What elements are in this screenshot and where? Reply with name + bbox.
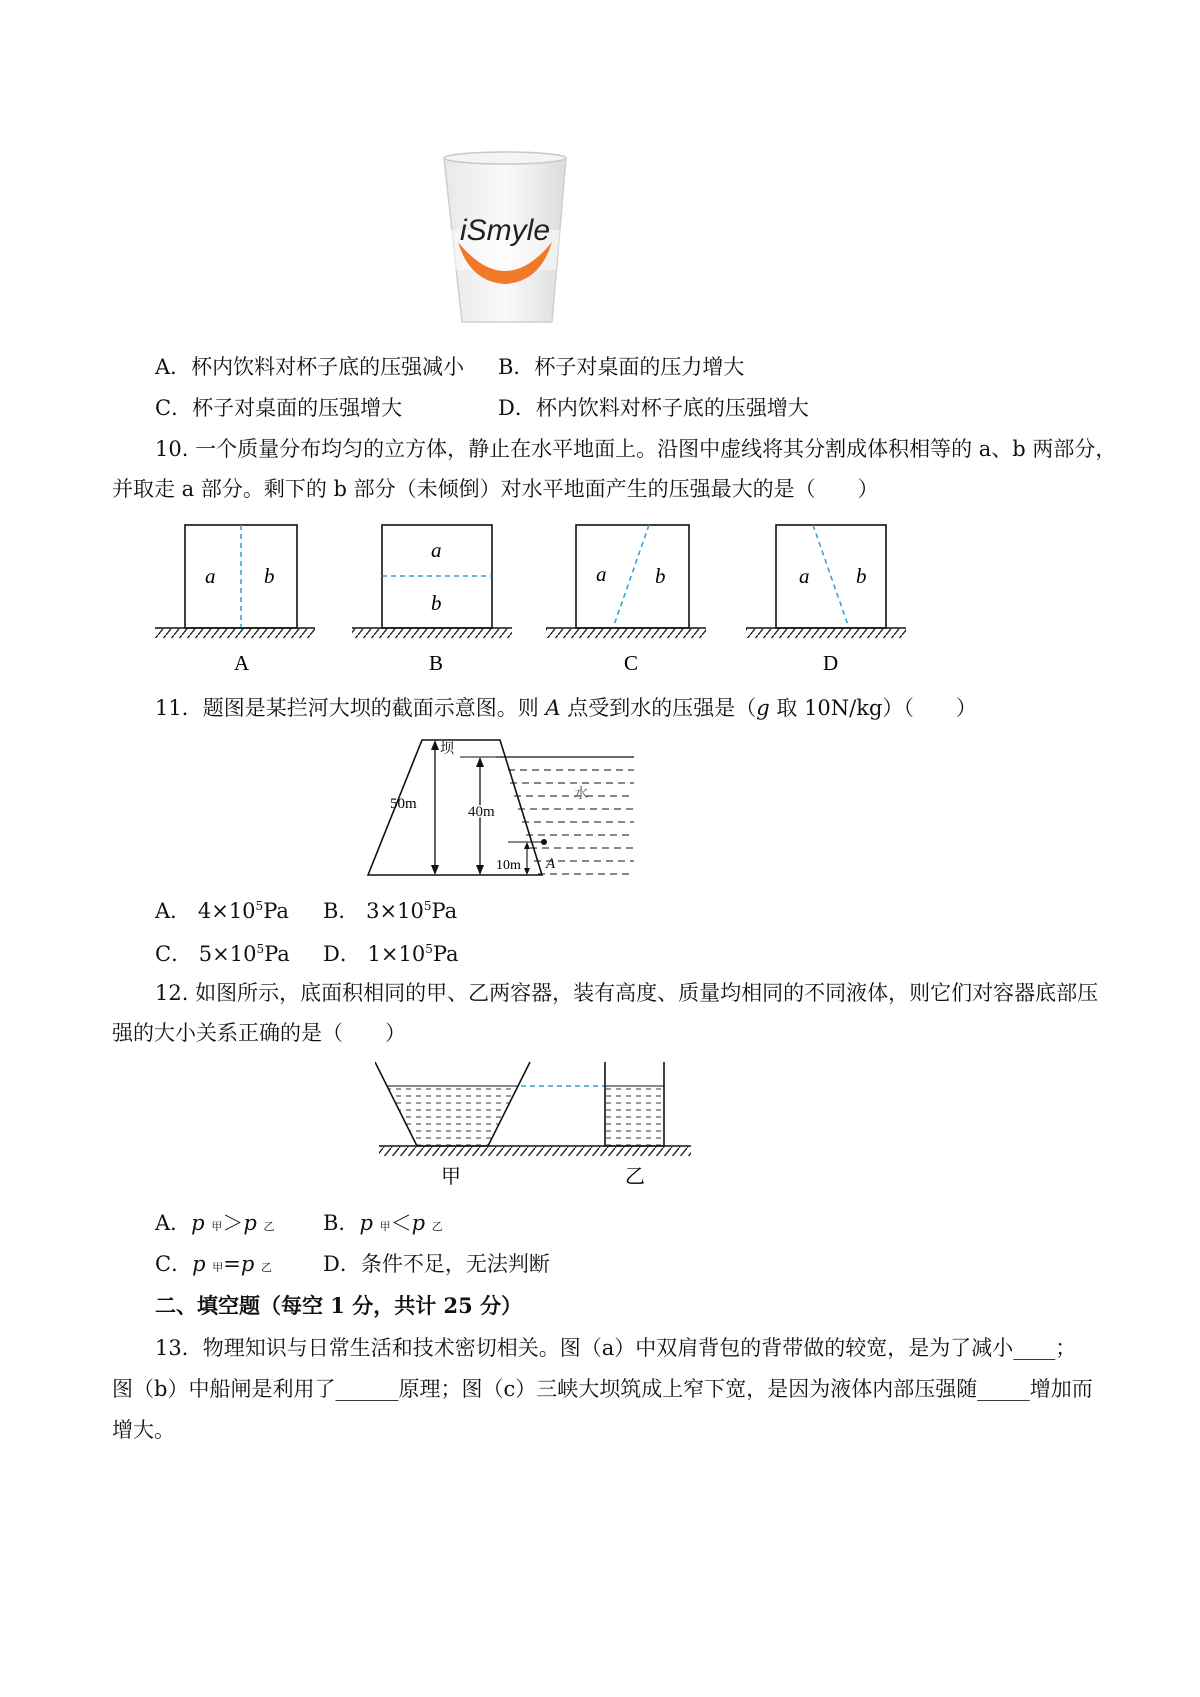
- q12-b-sub-jia: 甲: [379, 1220, 391, 1233]
- q13-stem-line2: 图（b）中船闸是利用了______原理；图（c）三峡大坝筑成上窄下宽，是因为液体内部压强随_____增加而: [112, 1377, 1093, 1401]
- q12-stem-line1: 12. 如图所示，底面积相同的甲、乙两容器，装有高度、质量均相同的不同液体，则它们对容器底部压: [155, 981, 1099, 1005]
- q11-a-unit: Pa: [263, 899, 289, 923]
- q12-option-a[interactable]: [155, 1208, 274, 1242]
- height-10m-label: 10m: [496, 858, 521, 873]
- q9-option-d[interactable]: D．杯内饮料对杯子底的压强增大: [498, 396, 809, 420]
- q10-stem-line2: 并取走 a 部分。剩下的 b 部分（未倾倒）对水平地面产生的压强最大的是（ ）: [112, 477, 879, 501]
- q10-label-a: A: [234, 651, 250, 675]
- q11-option-b[interactable]: [323, 891, 457, 926]
- q11-d-label: D．: [323, 942, 361, 966]
- point-a-label: A: [546, 856, 556, 872]
- q10-label-d: D: [823, 651, 839, 675]
- q11-stem-middle: 点受到水的压强是（: [560, 696, 757, 720]
- q11-a-label: A．: [155, 899, 192, 923]
- q9-option-b[interactable]: B．杯子对桌面的压力增大: [498, 355, 745, 379]
- cup-logo-text: iSmyle: [460, 214, 551, 247]
- section-2-title: 二、填空题（每空 1 分，共计 25 分）: [155, 1293, 523, 1318]
- q10-b-part-a: a: [431, 538, 442, 562]
- q11-c-label: C．: [155, 942, 193, 966]
- q10-label-c: C: [624, 651, 639, 675]
- q10-c-part-a: a: [596, 562, 607, 586]
- q10-d-part-a: a: [799, 564, 810, 588]
- height-50m-label: 50m: [390, 796, 417, 812]
- q12-b-sub-yi: 乙: [431, 1220, 443, 1233]
- label-jia: 甲: [441, 1164, 461, 1188]
- height-40m-label: 40m: [468, 804, 495, 820]
- q11-stem-prefix: 11．题图是某拦河大坝的截面示意图。则: [155, 696, 546, 720]
- q10-diagram-c: [546, 525, 706, 675]
- q10-a-part-a: a: [205, 564, 216, 588]
- q9-option-c[interactable]: C．杯子对桌面的压强增大: [155, 396, 403, 420]
- q12-b-p2: p: [411, 1211, 426, 1235]
- q11-stem: [155, 693, 977, 723]
- q11-c-exponent: 5: [256, 942, 265, 956]
- dam-cross-section: [360, 730, 640, 880]
- q12-c-relation: =: [223, 1252, 241, 1276]
- q11-d-unit: Pa: [432, 942, 459, 966]
- q11-c-unit: Pa: [264, 942, 290, 966]
- q11-c-value: 5×10: [198, 942, 257, 966]
- q11-b-label: B．: [323, 899, 360, 923]
- q12-a-p1: p: [191, 1211, 205, 1235]
- containers-diagram: [375, 1058, 695, 1193]
- q11-d-value: 1×10: [367, 942, 426, 966]
- q10-diagram-d: [746, 525, 906, 675]
- q10-b-part-b: b: [431, 591, 442, 615]
- q12-c-sub-yi: 乙: [260, 1261, 272, 1274]
- q12-option-b[interactable]: [323, 1208, 443, 1242]
- q11-stem-g: g: [756, 696, 770, 720]
- cup-figure: [440, 150, 570, 330]
- q11-option-d[interactable]: [323, 934, 459, 969]
- q12-a-sub-yi: 乙: [263, 1220, 275, 1233]
- dam-label: 坝: [440, 741, 454, 757]
- q13-stem-line3: 增大。: [112, 1418, 175, 1442]
- q12-c-p2: p: [240, 1252, 255, 1276]
- q12-c-label: C．: [155, 1252, 193, 1276]
- q11-b-unit: Pa: [431, 899, 458, 923]
- q10-diagram-b: [352, 525, 512, 675]
- q11-d-exponent: 5: [425, 942, 433, 956]
- q10-label-b: B: [429, 651, 444, 675]
- water-label: 水: [574, 786, 588, 802]
- q10-a-part-b: b: [264, 564, 275, 588]
- q10-stem-line1: 10. 一个质量分布均匀的立方体，静止在水平地面上。沿图中虚线将其分割成体积相等的 a、b 两部分，: [155, 437, 1117, 461]
- point-a-marker: [541, 839, 547, 845]
- q12-stem-line2: 强的大小关系正确的是（ ）: [112, 1021, 406, 1045]
- q12-b-relation: ＜: [390, 1211, 412, 1235]
- q11-a-exponent: 5: [255, 899, 264, 913]
- q11-b-exponent: 5: [423, 899, 432, 913]
- q12-a-sub-jia: 甲: [211, 1220, 223, 1233]
- q9-option-a[interactable]: A．杯内饮料对杯子底的压强减小: [155, 355, 465, 379]
- q12-b-label: B．: [323, 1211, 360, 1235]
- q12-a-p2: p: [243, 1211, 257, 1235]
- q11-a-value: 4×10: [197, 899, 256, 923]
- cup-illustration: [440, 150, 570, 330]
- q11-stem-suffix: 取 10N/kg）（ ）: [769, 696, 977, 720]
- label-yi: 乙: [625, 1164, 645, 1188]
- q10-diagram-a: [155, 525, 315, 675]
- q12-c-sub-jia: 甲: [212, 1261, 224, 1274]
- q12-a-label: A．: [155, 1211, 192, 1235]
- q10-c-part-b: b: [655, 564, 666, 588]
- q10-figures: [150, 515, 920, 675]
- q12-option-d[interactable]: D．条件不足，无法判断: [323, 1252, 550, 1276]
- q13-stem-line1: 13．物理知识与日常生活和技术密切相关。图（a）中双肩背包的背带做的较宽，是为了减小____；: [155, 1336, 1077, 1360]
- q10-d-part-b: b: [856, 564, 867, 588]
- q11-dam-figure: [360, 730, 640, 880]
- q11-option-a[interactable]: [155, 891, 289, 926]
- q11-stem-point: A: [545, 696, 561, 720]
- q12-a-relation: ＞: [222, 1211, 244, 1235]
- q11-b-value: 3×10: [366, 899, 424, 923]
- q12-option-c[interactable]: [155, 1249, 272, 1283]
- q12-c-p1: p: [192, 1252, 206, 1276]
- q11-option-c[interactable]: [155, 934, 290, 969]
- q12-container-figure: [375, 1058, 695, 1193]
- q10-cube-diagrams: [150, 515, 920, 675]
- q12-b-p1: p: [359, 1211, 373, 1235]
